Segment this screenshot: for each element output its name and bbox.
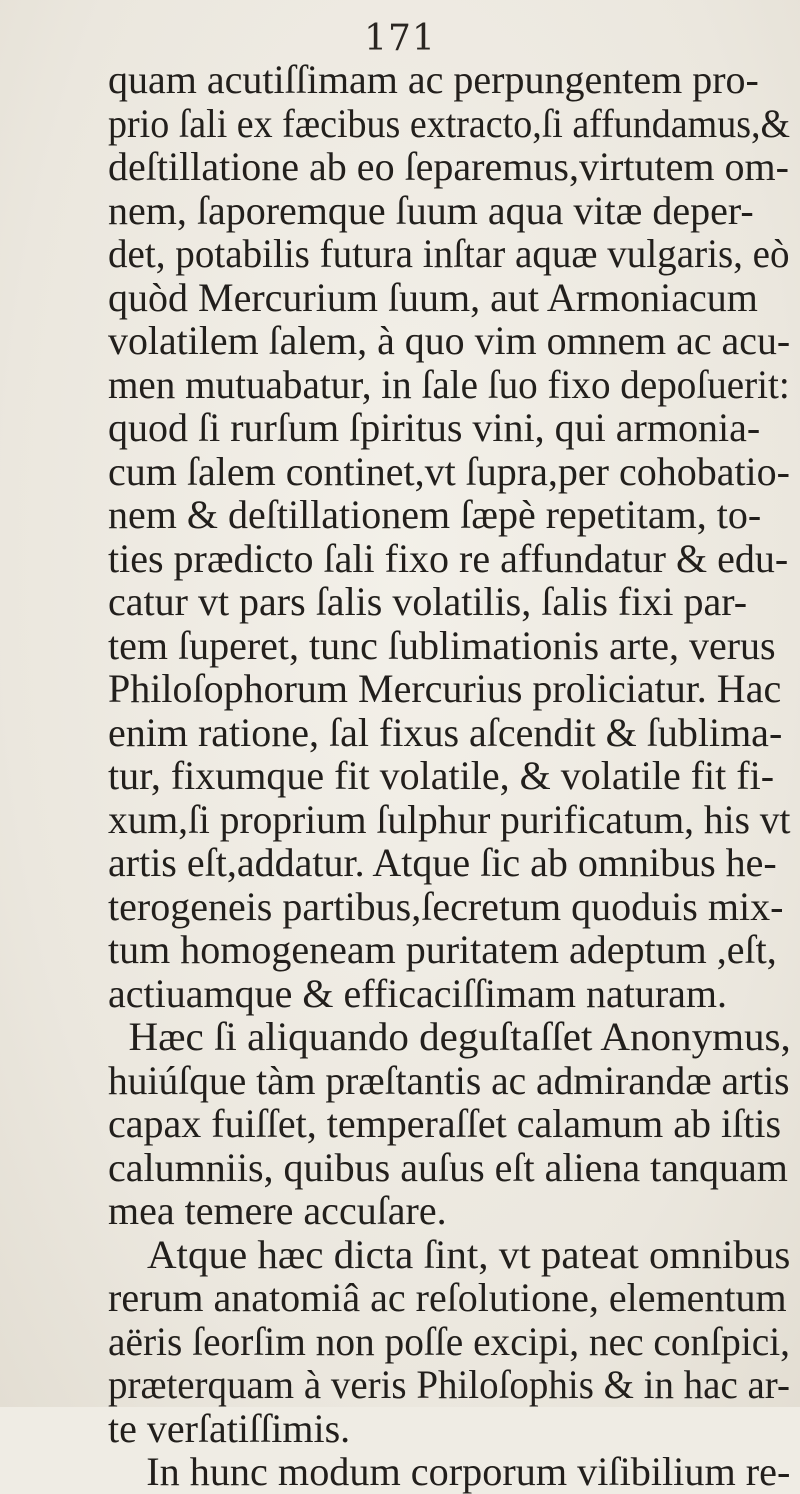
text-line: aëris ſeorſim non poſſe excipi, nec conſpici, [108, 1318, 791, 1364]
text-line: huiúſque tàm præſtantis ac admirandæ artis [108, 1057, 790, 1103]
text-line: actiuamque & efficaciſſimam naturam. [108, 970, 728, 1016]
text-line: calumniis, quibus auſus eſt aliena tanquam [108, 1144, 788, 1190]
text-line: nem & deſtillationem ſæpè repetitam, to- [108, 492, 762, 537]
text-line: cum ſalem continet,vt ſupra,per cohobatio- [108, 448, 790, 494]
text-line: volatilem ſalem, à quo vim omnem ac acu- [108, 318, 791, 363]
text-line: nem, ſaporemque ſuum aqua vitæ deper- [108, 187, 754, 233]
text-line: mea temere accuſare. [108, 1188, 447, 1233]
text-line: capax fuiſſet, temperaſſet calamum ab iſtis [108, 1101, 782, 1146]
text-line: men mutuabatur, in ſale ſuo fixo depoſuerit: [108, 361, 790, 407]
text-line: tum homogeneam puritatem adeptum ,eſt, [108, 927, 777, 972]
text-line: præterquam à veris Philoſophis & in hac ar- [108, 1362, 790, 1407]
text-line: artis eſt,addatur. Atque ſic ab omnibus he- [108, 840, 777, 885]
text-line: ties prædicto ſali fixo re affundatur & edu- [108, 535, 789, 581]
text-line: te verſatiſſimis. [108, 1405, 351, 1451]
text-line: Philoſophorum Mercurius proliciatur. Hac [108, 666, 782, 711]
text-line: Atque hæc dicta ſint, vt pateat omnibus [146, 1231, 791, 1277]
text-line: rerum anatomiâ ac reſolutione, elementum [108, 1275, 787, 1320]
text-line: det, potabilis futura inſtar aquæ vulgaris, eò [108, 231, 790, 276]
text-line: enim ratione, ſal fixus aſcendit & ſublima- [108, 709, 783, 755]
text-line: In hunc modum corporum viſibilium re- [146, 1449, 791, 1494]
text-line: prio ſali ex fæcibus extracto,ſi affundamus,& [108, 100, 791, 146]
text-line: catur vt pars ſalis volatilis, ſalis fixi par- [108, 579, 748, 624]
text-line: quod ſi rurſum ſpiritus vini, qui armonia- [108, 405, 761, 450]
text-line: tur, fixumque fit volatile, & volatile fit fi- [108, 753, 775, 798]
page-number: 171 [364, 18, 436, 59]
text-line: xum,ſi proprium ſulphur purificatum, his vt [108, 796, 791, 842]
text-line: quam acutiſſimam ac perpungentem pro- [108, 57, 759, 102]
text-line: terogeneis partibus,ſecretum quoduis mix- [108, 883, 784, 929]
body-text [108, 58, 798, 1494]
text-line: deſtillatione ab eo ſeparemus,virtutem om- [108, 144, 789, 189]
text-line: quòd Mercurium ſuum, aut Armoniacum [108, 274, 758, 320]
text-line: tem ſuperet, tunc ſublimationis arte, verus [108, 622, 776, 668]
text-line: Hæc ſi aliquando deguſtaſſet Anonymus, [128, 1014, 791, 1059]
